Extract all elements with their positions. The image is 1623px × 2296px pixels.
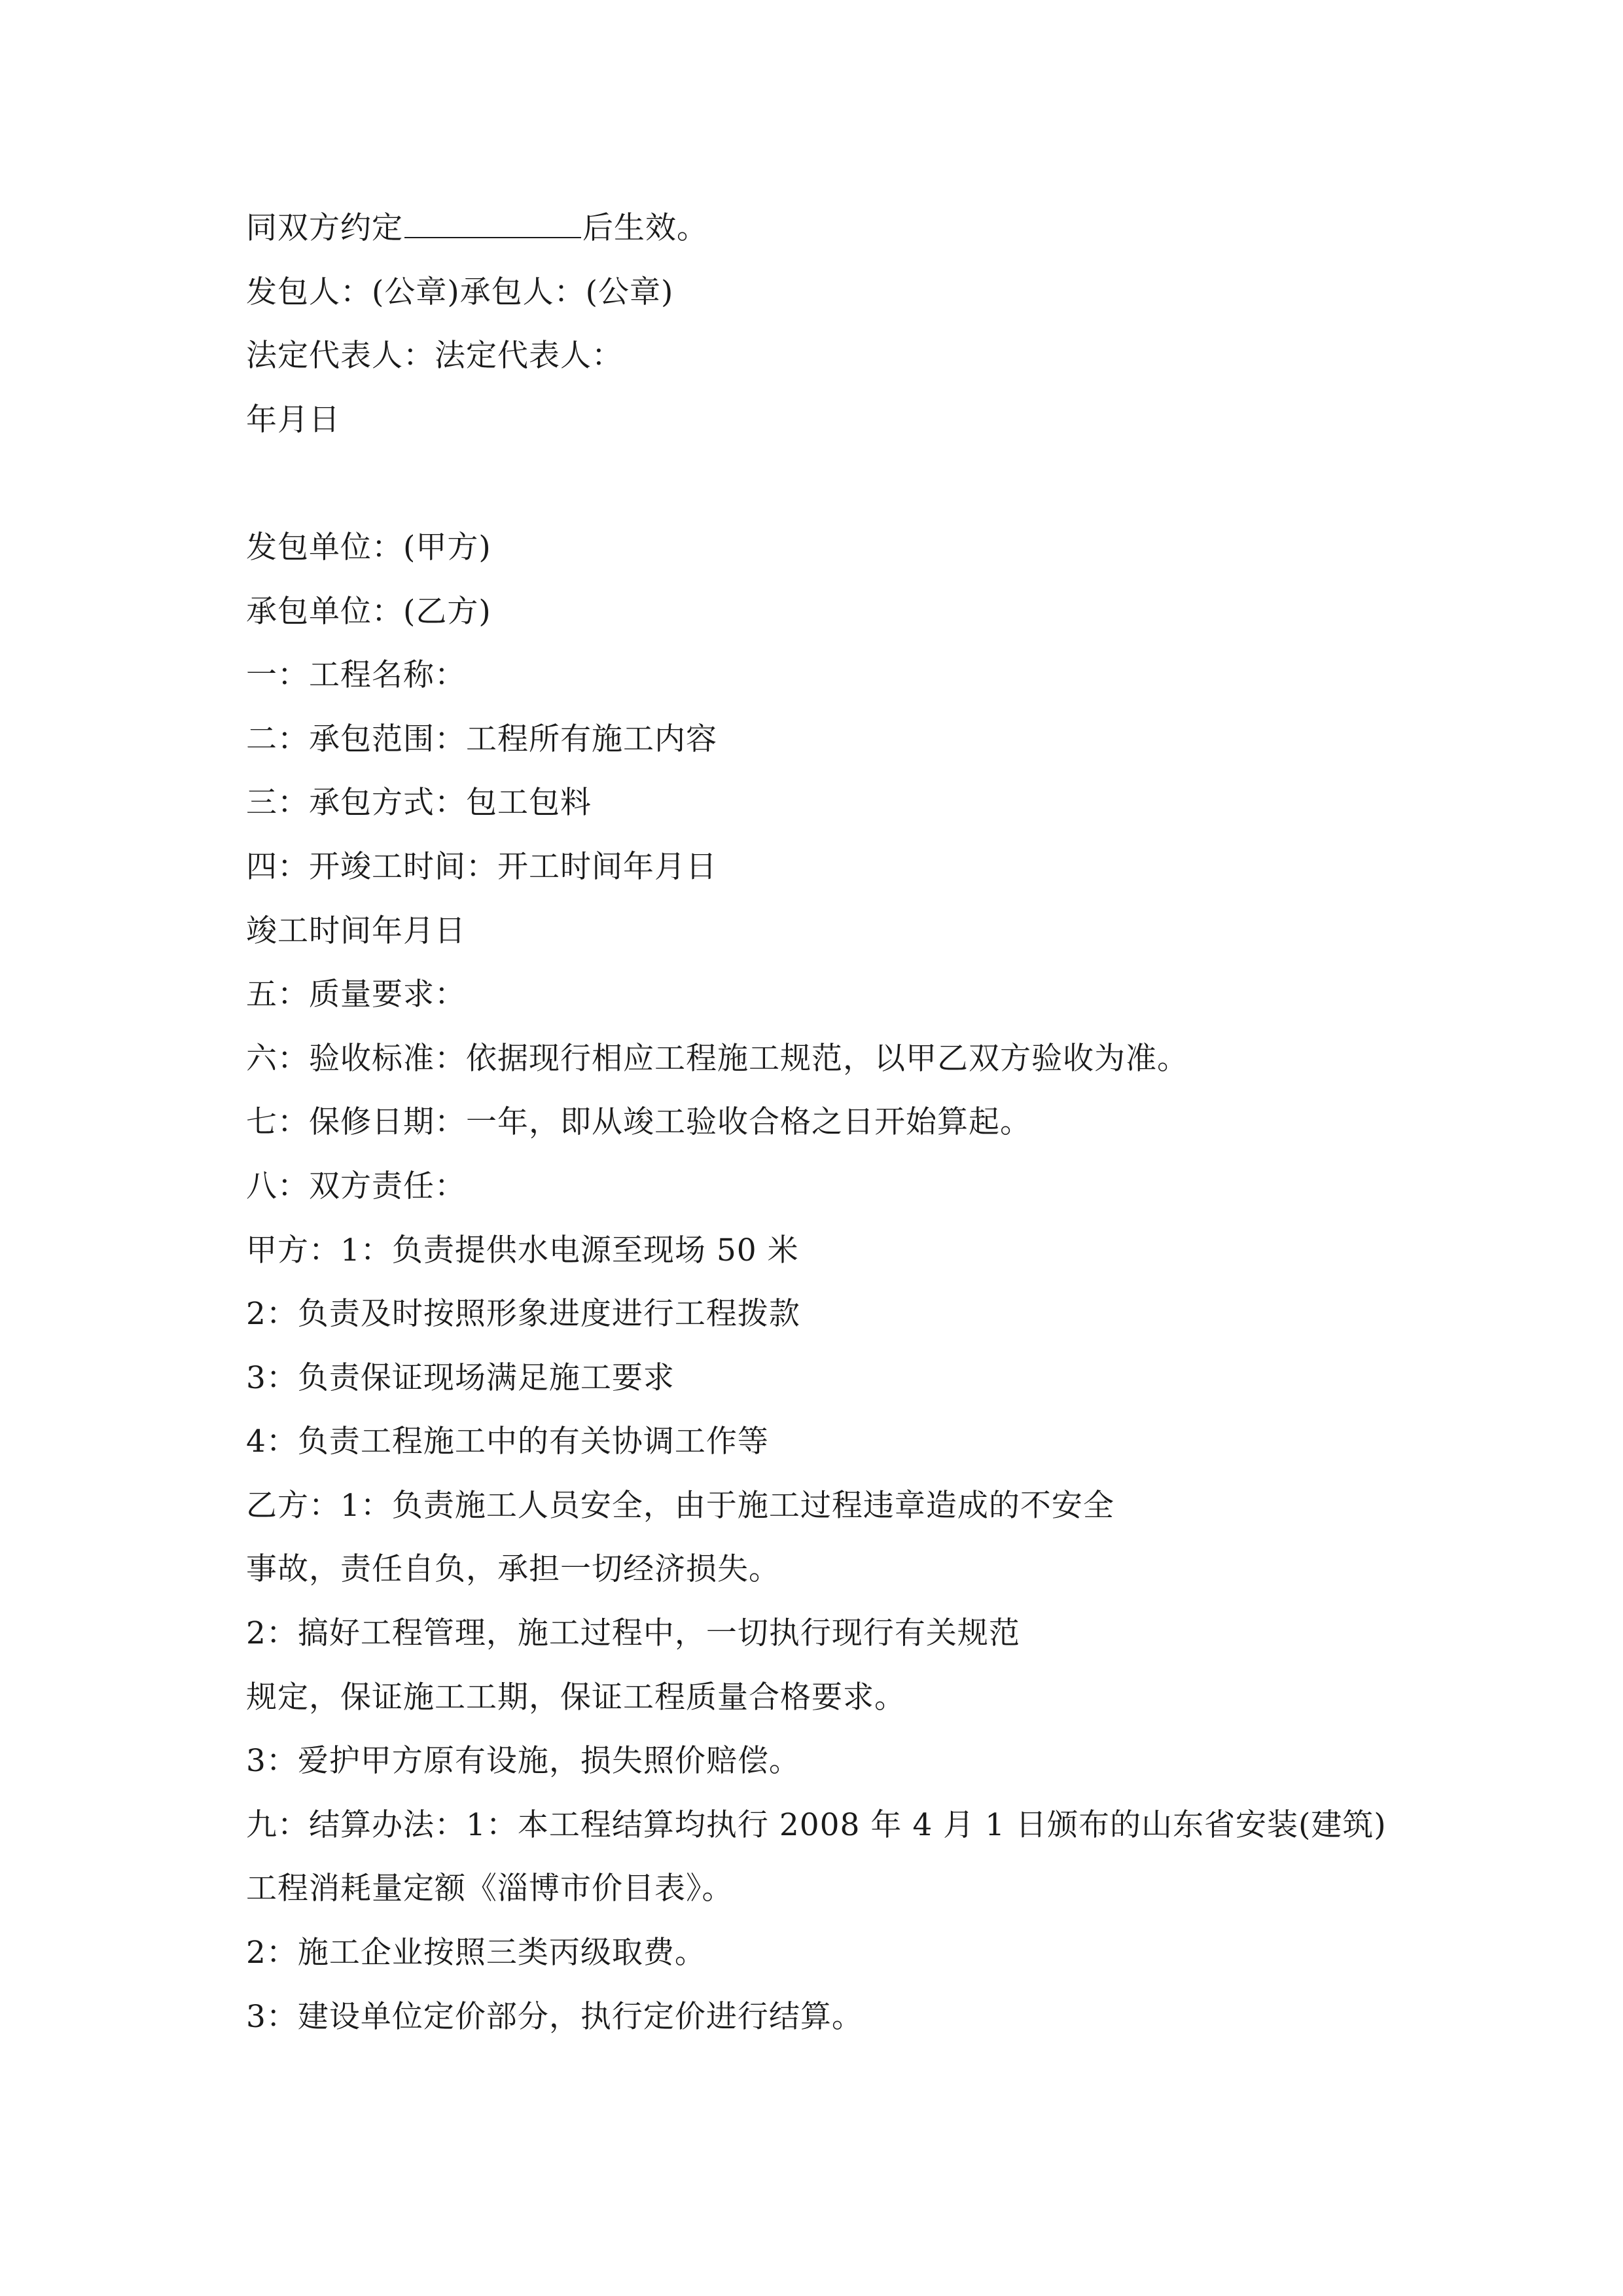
clause-line: 事故，责任自负，承担一切经济损失。 (246, 1551, 780, 1588)
clause-line: 2：负责及时按照形象进度进行工程拨款 (246, 1296, 800, 1333)
clause-line: 六：验收标准：依据现行相应工程施工规范，以甲乙双方验收为准。 (246, 1040, 1188, 1077)
effective-clause-before: 同双方约定 (246, 210, 403, 246)
employer-line: 发包单位：(甲方) (246, 529, 491, 565)
clause-line: 3：爱护甲方原有设施，损失照价赔偿。 (246, 1743, 800, 1780)
clause-line: 4：负责工程施工中的有关协调工作等 (246, 1424, 769, 1460)
clause-line: 五：质量要求： (246, 977, 466, 1013)
signature-representatives: 法定代表人：法定代表人： (246, 338, 623, 374)
clause-line: 八：双方责任： (246, 1168, 466, 1204)
clause-line: 七：保修日期：一年，即从竣工验收合格之日开始算起。 (246, 1104, 1031, 1141)
clause-line: 竣工时间年月日 (246, 912, 466, 949)
clause-line: 规定，保证施工工期，保证工程质量合格要求。 (246, 1679, 906, 1715)
clause-line: 乙方：1：负责施工人员安全，由于施工过程违章造成的不安全 (246, 1487, 1115, 1524)
effective-date-blank (404, 208, 581, 238)
document-page (246, 196, 1489, 2049)
clause-line: 2：搞好工程管理，施工过程中，一切执行现行有关规范 (246, 1615, 1020, 1652)
clause-line: 3：负责保证现场满足施工要求 (246, 1359, 675, 1396)
clause-line: 工程消耗量定额《淄博市价目表》。 (246, 1871, 734, 1907)
clause-line: 四：开竣工时间：开工时间年月日 (246, 848, 717, 885)
clause-line: 2：施工企业按照三类丙级取费。 (246, 1935, 706, 1971)
clause-line: 三：承包方式：包工包料 (246, 785, 592, 821)
effective-clause-line (246, 196, 1489, 260)
clause-line: 3：建设单位定价部分，执行定价进行结算。 (246, 1998, 863, 2035)
effective-clause-after: 后生效。 (582, 210, 708, 246)
section-gap (246, 452, 1489, 516)
signature-date: 年月日 (246, 401, 340, 438)
clause-line: 甲方：1：负责提供水电源至现场 50 米 (246, 1232, 799, 1268)
clause-line: 一：工程名称： (246, 657, 466, 694)
clause-line: 九：结算办法：1：本工程结算均执行 2008 年 4 月 1 日颁布的山东省安装(建筑) (246, 1806, 1387, 1843)
clause-line: 二：承包范围：工程所有施工内容 (246, 721, 717, 757)
contractor-line: 承包单位：(乙方) (246, 593, 491, 630)
signature-parties: 发包人：(公章)承包人：(公章) (246, 274, 674, 310)
